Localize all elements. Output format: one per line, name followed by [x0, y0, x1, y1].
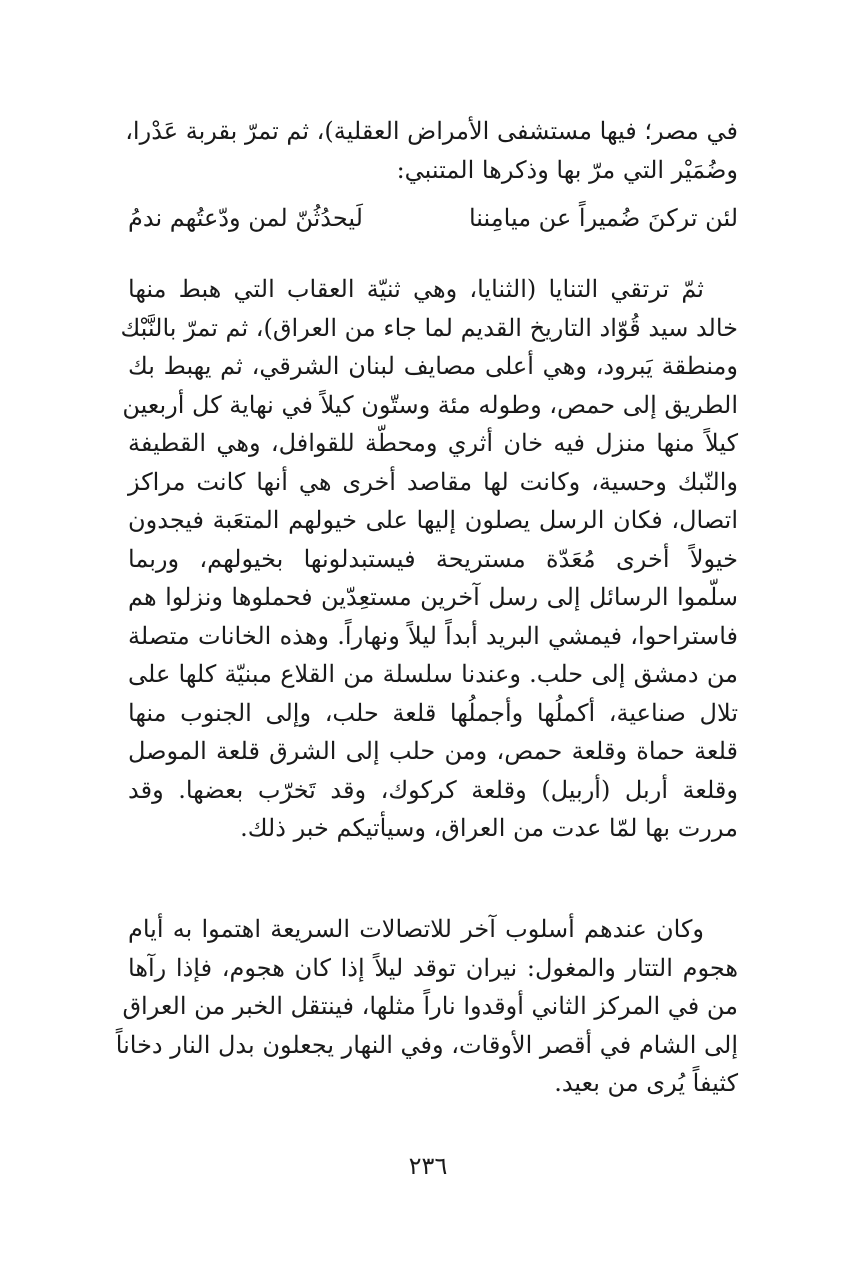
text-line: اتصال، فكان الرسل يصلون إليها على خيولهم المتعَبة فيجدون — [128, 506, 738, 534]
text-line: هجوم التتار والمغول: نيران توقد ليلاً إذا كان هجوم، فإذا رآها — [128, 953, 738, 982]
poetry-verse — [128, 198, 738, 238]
page-number: ٢٣٦ — [408, 1152, 448, 1180]
text-line: وقلعة أربل (أربيل) وقلعة كركوك، وقد تَخرّب بعضها. وقد — [128, 775, 738, 804]
text-line: خيولاً أخرى مُعَدّة مستريحة فيستبدلونها بخيولهم، وربما — [128, 544, 738, 573]
text-line: والنّبك وحسية، وكانت لها مقاصد أخرى هي أنها كانت مراكز — [128, 467, 738, 496]
text-line: تلال صناعية، أكملُها وأجملُها قلعة حلب، وإلى الجنوب منها — [128, 698, 738, 727]
text-line: كيلاً منها منزل فيه خان أثري ومحطّة للقوافل، وهي القطيفة — [128, 429, 738, 457]
text-line: خالد سيد قُوّاد التاريخ القديم لما جاء من العراق)، ثم تمرّ بالنَّبْك — [120, 313, 738, 342]
text-line: من في المركز الثاني أوقدوا ناراً مثلها، فينتقل الخبر من العراق — [122, 992, 738, 1020]
paragraph-1 — [125, 112, 738, 189]
text-line: في مصر؛ فيها مستشفى الأمراض العقلية)، ثم تمرّ بقربة عَدْرا، — [125, 117, 738, 145]
text-line: وضُمَيْر التي مرّ بها وذكرها المتنبي: — [396, 155, 738, 184]
text-line: مررت بها لمّا عدت من العراق، وسيأتيكم خبر ذلك. — [240, 814, 738, 842]
text-line: وكان عندهم أسلوب آخر للاتصالات السريعة اهتموا به أيام — [128, 915, 704, 943]
text-line: من دمشق إلى حلب. وعندنا سلسلة من القلاع مبنيّة كلها على — [128, 660, 738, 688]
text-line: الطريق إلى حمص، وطوله مئة وستّون كيلاً في نهاية كل أربعين — [122, 390, 738, 419]
text-line: قلعة حماة وقلعة حمص، ومن حلب إلى الشرق قلعة الموصل — [128, 737, 738, 765]
text-line: سلّموا الرسائل إلى رسل آخرين مستعِدّين فحملوها ونزلوا هم — [128, 583, 738, 611]
text-line: ثمّ ترتقي التنايا (الثنايا، وهي ثنيّة العقاب التي هبط منها — [128, 275, 704, 303]
verse-first-hemistich: لئن تركنَ ضُميراً عن ميامِننا — [468, 204, 738, 232]
text-line: ومنطقة يَبرود، وهي أعلى مصايف لبنان الشرقي، ثم يهبط بك — [128, 352, 738, 380]
paragraph-2 — [120, 270, 738, 848]
paragraph-3 — [115, 910, 738, 1103]
text-line: كثيفاً يُرى من بعيد. — [554, 1069, 738, 1097]
verse-second-hemistich: لَيحدُثُنّ لمن ودّعتُهم ندمُ — [128, 204, 363, 232]
text-line: فاستراحوا، فيمشي البريد أبداً ليلاً ونهاراً. وهذه الخانات متصلة — [128, 621, 738, 650]
text-line: إلى الشام في أقصر الأوقات، وفي النهار يجعلون بدل النار دخاناً — [115, 1030, 738, 1059]
